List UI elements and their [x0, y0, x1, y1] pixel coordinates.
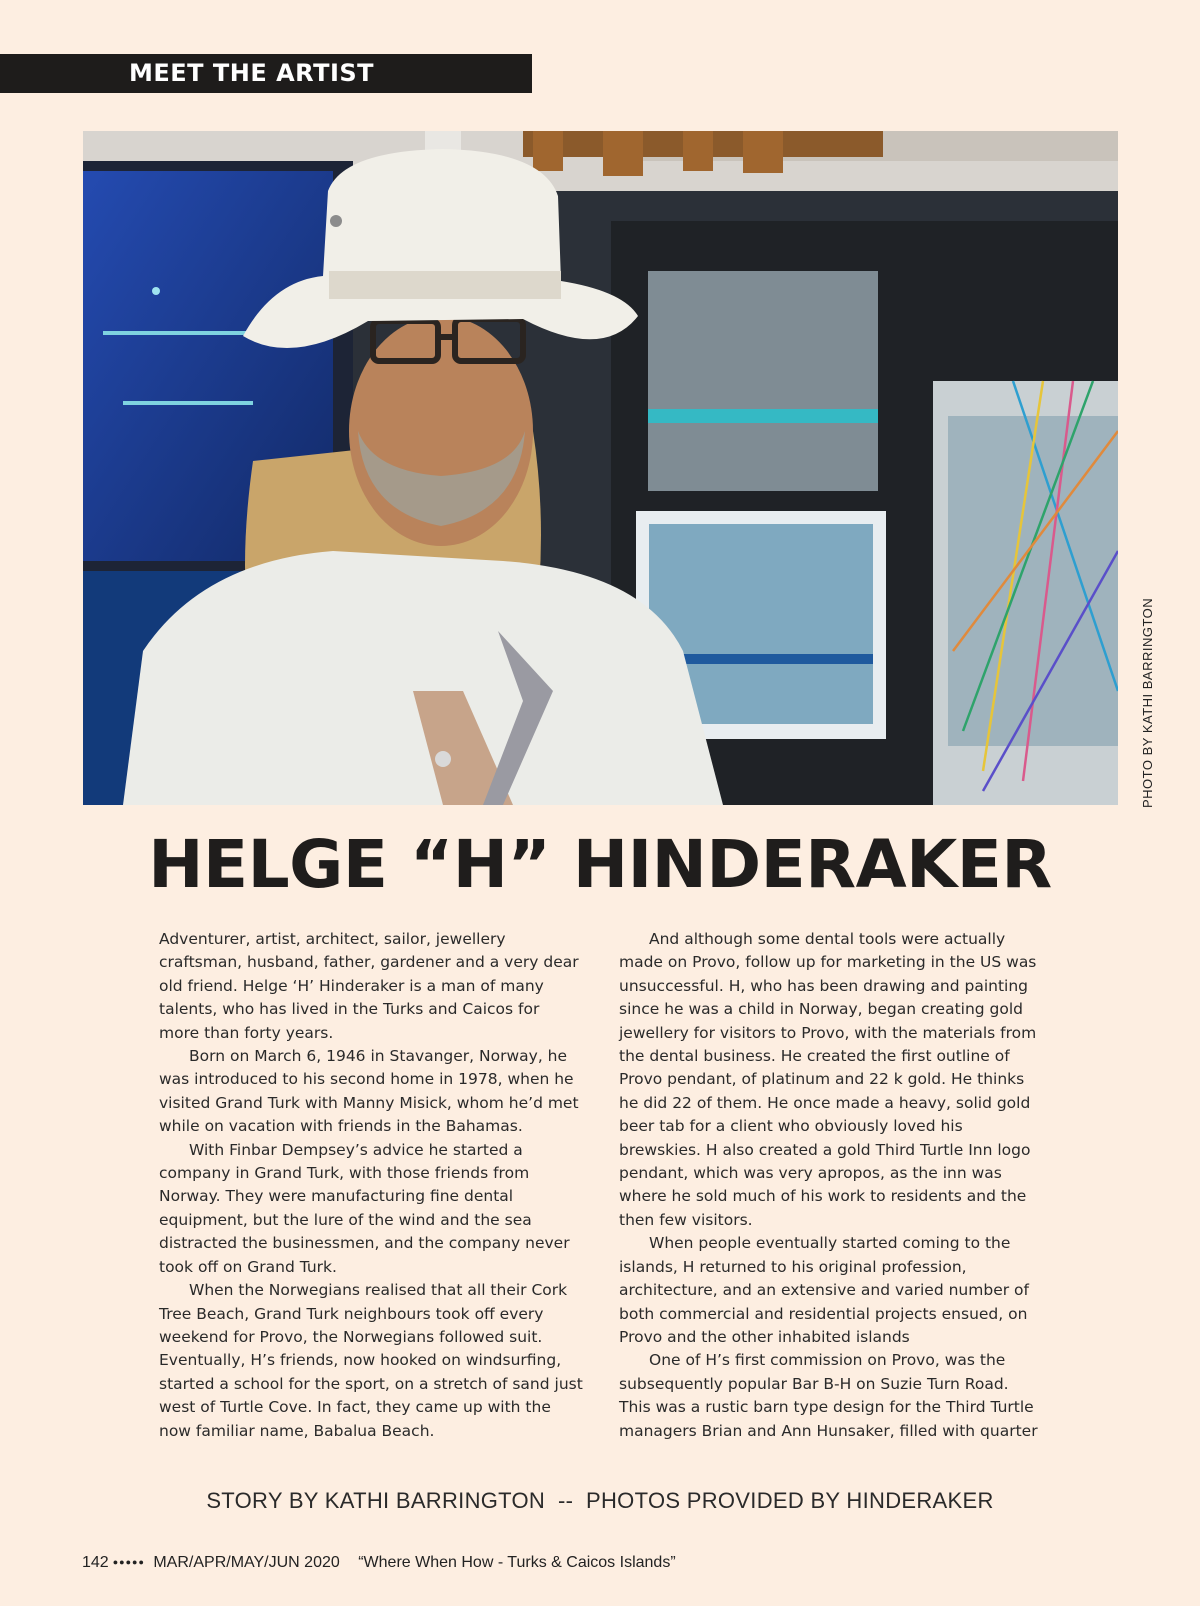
article-headline: HELGE “H” HINDERAKER [148, 826, 1052, 903]
paragraph: When the Norwegians realised that all their Cork Tree Beach, Grand Turk neighbours took off every weekend for Provo, the Norwegians followed suit. Eventually, H’s friends, now hooked on windsurfing, started a school for the sport, on a stretch of sand just west of Turtle Cove. In fact, they came up with the now familiar name, Babalua Beach. [159, 1281, 583, 1440]
footer-dots: ●●●●● [112, 1557, 145, 1567]
paragraph: One of H’s first commission on Provo, was the subsequently popular Bar B-H on Suzie Turn Road. This was a rustic barn type design for the Third Turtle managers Brian and Ann Hunsaker, filled with quarter [619, 1351, 1038, 1440]
story-byline: STORY BY KATHI BARRINGTON -- PHOTOS PROVIDED BY HINDERAKER [206, 1488, 994, 1513]
paragraph: Adventurer, artist, architect, sailor, jewellery craftsman, husband, father, gardener and a very dear old friend. Helge ‘H’ Hinderaker is a man of many talents, who has lived in the Turks and Caicos for more than forty years. [159, 930, 579, 1042]
paragraph: Born on March 6, 1946 in Stavanger, Norway, he was introduced to his second home in 1978, when he visited Grand Turk with Manny Misick, whom he’d met while on vacation with friends in the Bahamas. [159, 1047, 579, 1136]
paragraph: When people eventually started coming to the islands, H returned to his original profession, architecture, and an extensive and varied number of both commercial and residential projects ensued, on Provo and the other inhabited islands [619, 1234, 1029, 1346]
article-column-left [159, 928, 584, 1443]
page-number: 142 [82, 1554, 109, 1571]
page-footer [82, 1554, 676, 1572]
paragraph: And although some dental tools were actually made on Provo, follow up for marketing in the US was unsuccessful. H, who has been drawing and painting since he was a child in Norway, began creating gold jewellery for visitors to Provo, with the materials from the dental business. He created the first outline of Provo pendant, of platinum and 22 k gold. He thinks he did 22 of them. He once made a heavy, solid gold beer tab for a client who obviously loved his brewskies. H also created a gold Third Turtle Inn logo pendant, which was very apropos, as the inn was where he sold much of his work to residents and the then few visitors. [619, 930, 1037, 1229]
issue-date: MAR/APR/MAY/JUN 2020 [153, 1554, 340, 1571]
article-column-right [619, 928, 1044, 1443]
artist-photo [83, 131, 1118, 805]
photo-credit: PHOTO BY KATHI BARRINGTON [1140, 597, 1155, 808]
section-header-bar [0, 54, 532, 93]
section-label: MEET THE ARTIST [129, 59, 375, 87]
publication-title: “Where When How - Turks & Caicos Islands” [358, 1554, 676, 1571]
paragraph: With Finbar Dempsey’s advice he started a company in Grand Turk, with those friends from Norway. They were manufacturing fine dental equipment, but the lure of the wind and the sea distracted the businessmen, and the company never took off on Grand Turk. [159, 1140, 570, 1276]
